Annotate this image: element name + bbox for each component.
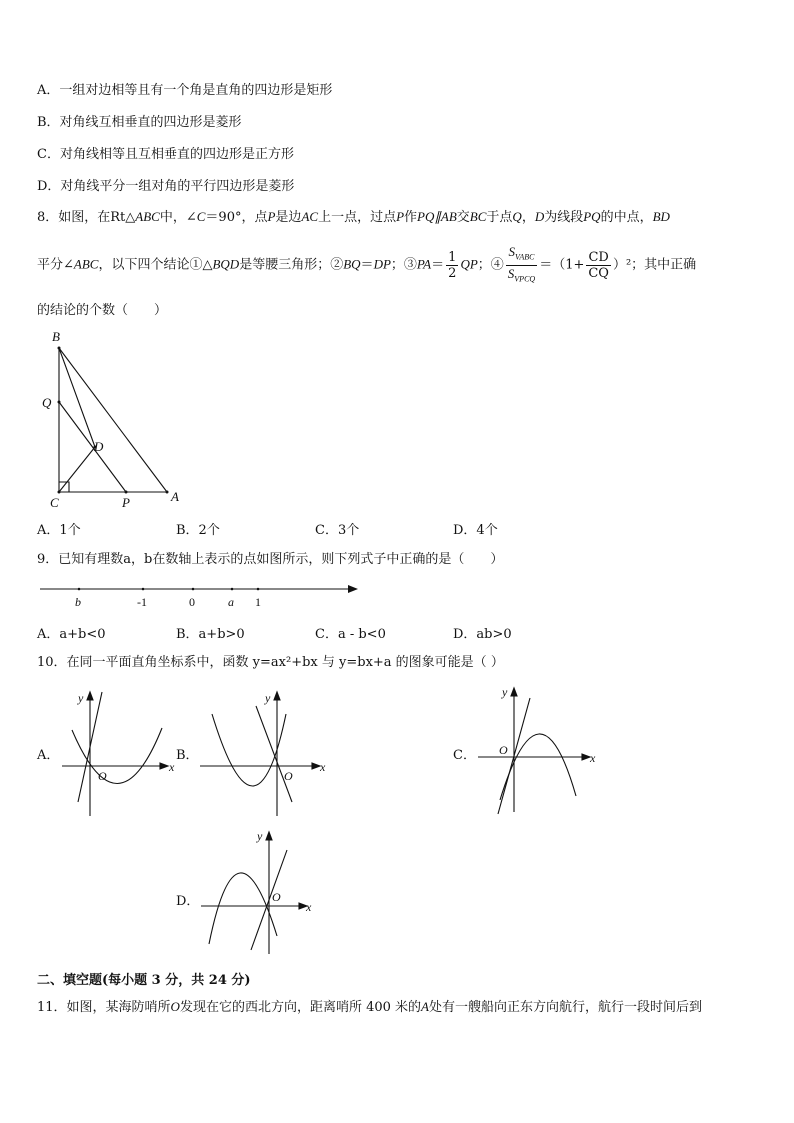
fraction-one-half: $\frac{1}{2}$	[448, 249, 457, 281]
q9-option-a: A．a+b<0	[37, 627, 106, 642]
tick-b: b	[75, 595, 81, 609]
svg-text:y: y	[78, 691, 84, 705]
q10-stem: 10．在同一平面直角坐标系中，函数 y=ax²+bx 与 y=bx+a 的图象可能是（ ）	[37, 655, 504, 670]
q10-option-d-label: D．	[176, 894, 200, 909]
svg-text:x: x	[306, 900, 312, 914]
q10-option-a-label: A．	[37, 748, 60, 763]
fraction-area-ratio: $\frac{S_{VABC}}{S_{VPCQ}}$	[507, 244, 536, 284]
section-2-heading: 二、填空题(每小题 3 分，共 24 分)	[37, 973, 251, 988]
q10-option-c-label: C．	[453, 748, 476, 763]
fraction-cd-cq: $\frac{CD}{CQ}$	[588, 249, 609, 281]
svg-text:O: O	[272, 890, 281, 904]
q11-stem: 11．如图，某海防哨所O发现在它的西北方向，距离哨所 400 米的A处有一艘船向正东方向航行，航行一段时间后到	[37, 999, 702, 1015]
svg-text:x: x	[320, 760, 326, 774]
q7-option-d: D．对角线平分一组对角的平行四边形是菱形	[37, 179, 295, 194]
q8-stem-line3: 的结论的个数（ ）	[37, 303, 168, 318]
q7-option-a: A．一组对边相等且有一个角是直角的四边形是矩形	[37, 83, 333, 98]
q9-number-line	[38, 578, 368, 612]
tick-minus-one: -1	[137, 595, 147, 609]
q10-graph-b	[196, 688, 331, 818]
tick-a: a	[228, 595, 234, 609]
svg-text:O: O	[284, 769, 293, 783]
q8-option-b: B．2个	[176, 523, 220, 538]
q10-graph-d	[197, 826, 322, 956]
label-c: C	[50, 495, 59, 510]
svg-text:y: y	[257, 829, 263, 843]
label-d: D	[94, 439, 104, 454]
q8-stem-line1: 8．如图，在Rt△ABC中，∠C＝90°，点P是边AC上一点，过点P作PQ∥AB交BC于点Q，D为线段PQ的中点，BD	[37, 209, 670, 225]
q8-option-d: D．4个	[453, 523, 498, 538]
q8-option-c: C．3个	[315, 523, 360, 538]
q8-triangle-figure	[40, 326, 200, 516]
svg-text:y: y	[265, 691, 271, 705]
svg-text:O: O	[98, 769, 107, 783]
label-q: Q	[42, 395, 52, 410]
q7-option-c: C．对角线相等且互相垂直的四边形是正方形	[37, 147, 294, 162]
q9-option-b: B．a+b>0	[176, 627, 245, 642]
q8-option-a: A．1个	[37, 523, 81, 538]
svg-text:y: y	[502, 685, 508, 699]
tick-zero: 0	[189, 595, 195, 609]
label-p: P	[122, 495, 130, 510]
svg-text:x: x	[590, 751, 596, 765]
label-b: B	[52, 329, 60, 344]
tick-one: 1	[255, 595, 261, 609]
q8-stem-line2: 平分∠ABC，以下四个结论①△BQD是等腰三角形；②BQ＝DP；③PA＝ $\frac{1}{2}$ QP；④ $\frac{S_{VABC}}{S_{VPCQ}}$ ＝（1+ $\frac{CD}{CQ}$ ）²；其中正确	[37, 244, 696, 286]
label-a: A	[171, 489, 179, 504]
q9-option-c: C．a - b<0	[315, 627, 386, 642]
q10-graph-a	[58, 688, 178, 818]
q10-graph-c	[474, 680, 604, 820]
q9-stem: 9．已知有理数a，b在数轴上表示的点如图所示，则下列式子中正确的是（ ）	[37, 552, 504, 567]
svg-text:O: O	[499, 743, 508, 757]
svg-text:x: x	[169, 760, 175, 774]
q9-option-d: D．ab>0	[453, 627, 512, 642]
q7-option-b: B．对角线互相垂直的四边形是菱形	[37, 115, 242, 130]
q10-option-b-label: B．	[176, 748, 199, 763]
